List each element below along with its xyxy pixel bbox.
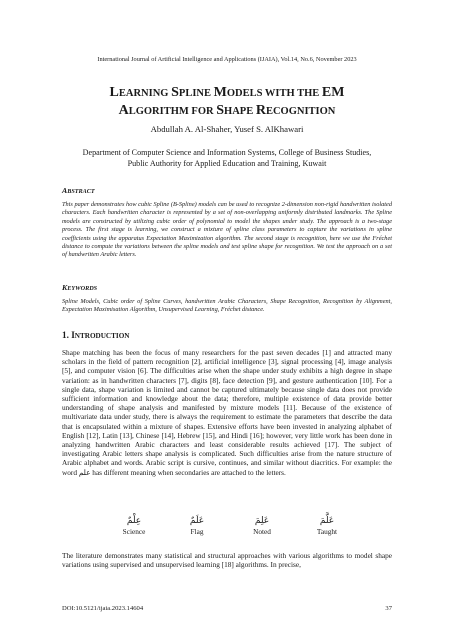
title-line-2: ALGORITHM FOR SHAPE RECOGNITION: [118, 103, 336, 118]
example-item: [232, 515, 292, 536]
example-item: [297, 515, 357, 536]
doi-link[interactable]: DOI:10.5121/ijaia.2023.14604: [62, 605, 144, 612]
english-meaning: Taught: [316, 527, 338, 536]
arabic-word: عِلْمٌ: [126, 516, 142, 526]
arabic-word: عَلَّمَ: [319, 516, 335, 526]
paper-title: [62, 84, 392, 120]
example-item: [167, 515, 227, 536]
arabic-word: عَلَمٌ: [189, 516, 205, 526]
abstract-text: This paper demonstrates how cubic Spline (B-Spline) models can be used to recognize 2-dimension non-rigid handwritten isolated characters. Each handwritten character is represented by a set of non-overlapping uniformly distributed landmarks. The Spline models are constructed by utilizing cubic order of polynomial to model the shapes under study. The approach is a two-stage process. The first stage is learning, we construct a mixture of spline class parameters to capture the variations in spline coefficients using the apparatus Expectation Maximization algorithm. The second stage is recognition, here we use the Fréchet distance to compute the variations between the spline models and test spline shape for recognition. We test the approach on a set of handwritten Arabic letters.: [62, 201, 392, 259]
keywords-text: Spline Models, Cubic order of Spline Curves, handwritten Arabic Characters, Shape Recognition, Recognition by Alignment, Expectation Maximisation Algorithm, Unsupervised Learning, Fréchet distance.: [62, 298, 392, 314]
introduction-paragraph-1: Shape matching has been the focus of many researchers for the past seven decades [1] and attracted many scholars in the field of pattern recognition [2], artificial intelligence [3], signal processing [4], image analysis [5], and computer vision [6]. The difficulties arise when the shape under study exhibits a high degree in shape variation: as in handwritten characters [7], digits [8], face detection [9], and gesture authentication [10]. For a single data, shape variation is limited and cannot be captured ultimately because single data does not provide sufficient information and knowledge about the data; therefore, multiple existence of data provide better understanding of shape analysis and manifested by mixture models [11]. Because of the existence of multivariate data under study, there is always the requirement to estimate the parameters that describe the data that is encapsulated within a mixture of shapes. Extensive efforts have been invested in analyzing alphabet of English [12], Latin [13], Chinese [14], Hebrew [15], and Hindi [16]; however, very little work has been done in analyzing handwritten Arabic characters and least considerable results achieved [17]. The subject of investigating Arabic letters shape analysis is complicated. Such difficulties arise from the nature structure of Arabic alphabet and words. Arabic script is cursive, continues, and similar without diacritics. For example: the word علم has different meaning when secondaries are attached to the letters.: [62, 348, 392, 477]
abstract-heading: ABSTRACT: [62, 186, 95, 195]
english-meaning: Science: [122, 527, 146, 536]
affiliation-line-1: Department of Computer Science and Information Systems, College of Business Studies,: [82, 148, 372, 157]
journal-header: International Journal of Artificial Intelligence and Applications (IJAIA), Vol.14, No.6, November 2023: [97, 56, 357, 63]
arabic-word: عَلِمَ: [254, 516, 270, 526]
arabic-word-examples: [104, 515, 354, 545]
title-line-1: LEARNING SPLINE MODELS WITH THE EM: [109, 85, 345, 100]
english-meaning: Flag: [190, 527, 204, 536]
introduction-paragraph-2: The literature demonstrates many statistical and structural approaches with various algorithms to model shape variations using supervised and unsupervised learning [18] algorithms. In precise,: [62, 551, 392, 570]
page-footer: [62, 605, 392, 612]
english-meaning: Noted: [253, 527, 271, 536]
keywords-heading: KEYWORDS: [62, 283, 98, 292]
authors: Abdullah A. Al-Shaher, Yusef S. AlKhawari: [150, 124, 304, 134]
affiliation: [62, 147, 392, 169]
page-number: 37: [385, 605, 392, 612]
affiliation-line-2: Public Authority for Applied Education and Training, Kuwait: [127, 159, 327, 168]
introduction-heading: 1. INTRODUCTION: [62, 330, 130, 340]
example-item: [104, 515, 164, 536]
